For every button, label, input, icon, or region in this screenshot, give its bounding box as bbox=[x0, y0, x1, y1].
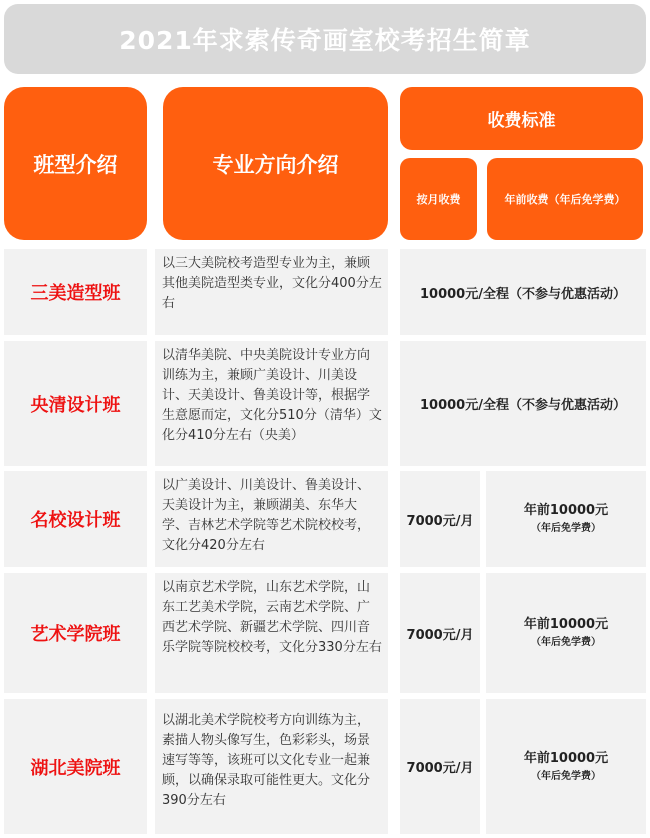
row-5-monthly-fee: 7000元/月 bbox=[400, 699, 480, 834]
row-5-yearly-fee bbox=[486, 699, 646, 834]
row-2-description: 以清华美院、中央美院设计专业方向训练为主，兼顾广美设计、川美设计、天美设计、鲁美设计等，根据学生意愿而定，文化分510分（清华）文化分410分左右（央美） bbox=[155, 341, 388, 466]
row-4-yearly-fee-note: （年后免学费） bbox=[531, 637, 601, 648]
row-1-fee: 10000元/全程（不参与优惠活动） bbox=[400, 249, 646, 335]
row-5-yearly-fee-amount: 年前10000元 bbox=[523, 750, 609, 766]
row-3-yearly-fee-note: （年后免学费） bbox=[531, 523, 601, 534]
row-4-description: 以南京艺术学院，山东艺术学院，山东工艺美术学院，云南艺术学院、广西艺术学院、新疆艺术学院、四川音乐学院等院校校考，文化分330分左右 bbox=[155, 573, 388, 693]
row-3-yearly-fee bbox=[486, 471, 646, 567]
row-1-description: 以三大美院校考造型专业为主，兼顾其他美院造型类专业，文化分400分左右 bbox=[155, 249, 388, 335]
page-title: 2021年求索传奇画室校考招生简章 bbox=[4, 4, 646, 74]
row-5-class-name: 湖北美院班 bbox=[4, 699, 147, 834]
row-3-description: 以广美设计、川美设计、鲁美设计、天美设计为主，兼顾湖美、东华大学、吉林艺术学院等艺术院校校考，文化分420分左右 bbox=[155, 471, 388, 567]
row-4-yearly-fee bbox=[486, 573, 646, 693]
row-5-yearly-fee-note: （年后免学费） bbox=[531, 770, 601, 782]
header-direction: 专业方向介绍 bbox=[163, 87, 388, 240]
header-fees: 收费标准 bbox=[400, 87, 643, 150]
row-4-monthly-fee: 7000元/月 bbox=[400, 573, 480, 693]
row-3-class-name: 名校设计班 bbox=[4, 471, 147, 567]
row-5-description: 以湖北美术学院校考方向训练为主，素描人物头像写生，色彩彩头，场景速写等等，该班可以文化专业一起兼顾，以确保录取可能性更大。文化分390分左右 bbox=[155, 699, 388, 834]
row-4-class-name: 艺术学院班 bbox=[4, 573, 147, 693]
row-2-class-name: 央清设计班 bbox=[4, 341, 147, 466]
row-3-monthly-fee: 7000元/月 bbox=[400, 471, 480, 567]
row-2-fee: 10000元/全程（不参与优惠活动） bbox=[400, 341, 646, 466]
row-1-class-name: 三美造型班 bbox=[4, 249, 147, 335]
header-monthly-fee: 按月收费 bbox=[400, 158, 477, 240]
header-yearly-fee: 年前收费（年后免学费） bbox=[487, 158, 643, 240]
row-4-yearly-fee-amount: 年前10000元 bbox=[523, 617, 609, 632]
header-class-type: 班型介绍 bbox=[4, 87, 147, 240]
row-3-yearly-fee-amount: 年前10000元 bbox=[523, 503, 609, 518]
